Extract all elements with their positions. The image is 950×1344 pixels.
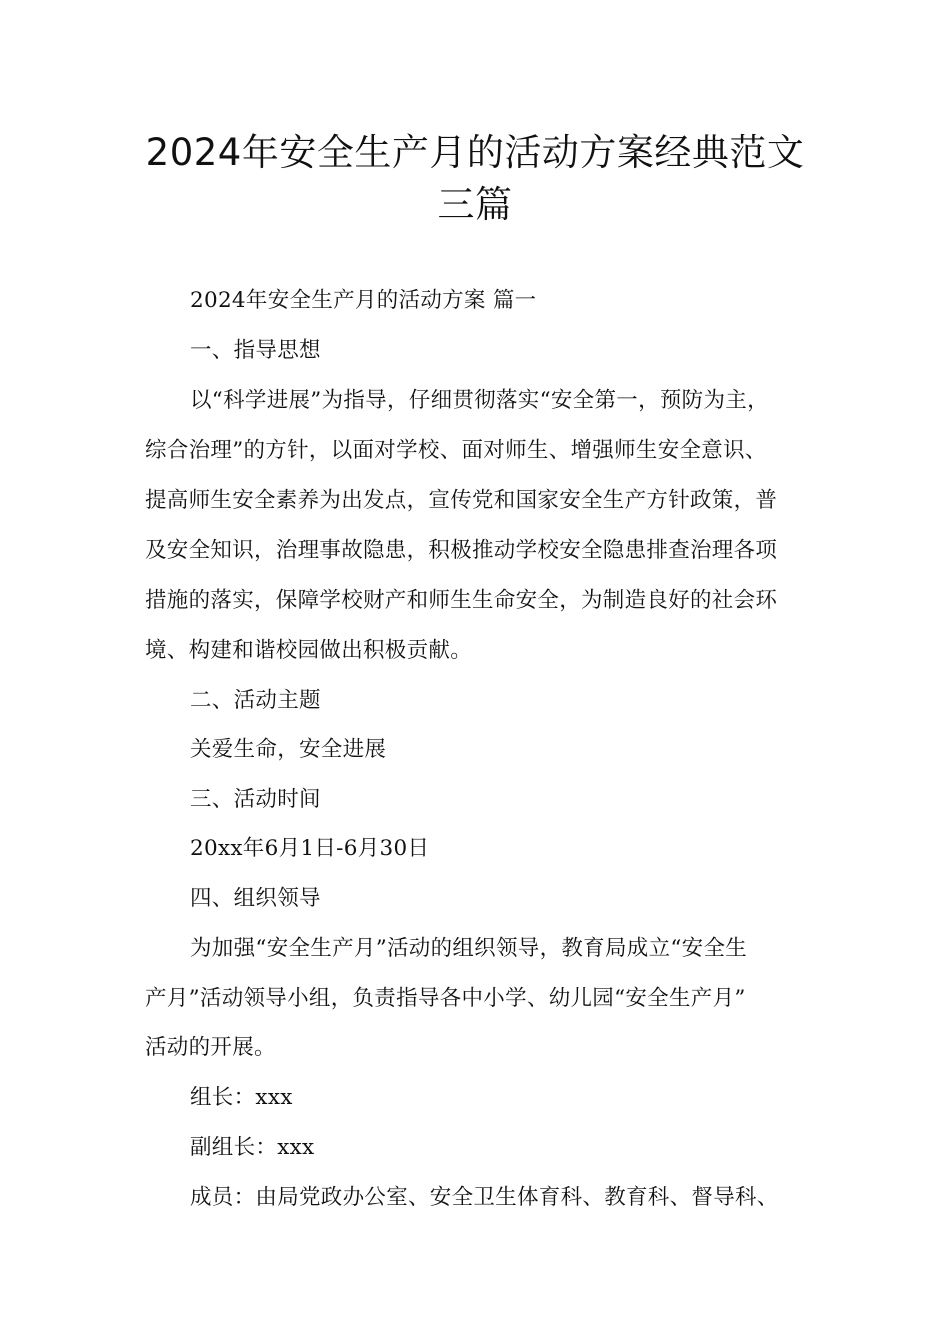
paragraph-line: 20xx年6月1日-6月30日 [190,836,430,861]
paragraph-line: 成员：由局党政办公室、安全卫生体育科、教育科、督导科、 [190,1185,779,1210]
heading-guiding-ideology: 一、指导思想 [190,338,321,363]
paragraph-line: 活动的开展。 [145,1035,276,1060]
paragraph-line: 组长：xxx [190,1085,293,1110]
document-title-line-1: 2024年安全生产月的活动方案经典范文 [145,131,805,174]
paragraph-line: 产月”活动领导小组，负责指导各中小学、幼儿园“安全生产月” [145,986,746,1011]
document-title-line-2: 三篇 [437,183,513,226]
paragraph-line: 副组长：xxx [190,1135,315,1160]
paragraph-line: 综合治理”的方针，以面对学校、面对师生、增强师生安全意识、 [145,438,767,463]
heading-activity-time: 三、活动时间 [190,787,321,812]
heading-organization: 四、组织领导 [190,886,321,911]
paragraph-line: 以“科学进展”为指导，仔细贯彻落实“安全第一，预防为主， [190,388,769,413]
heading-activity-theme: 二、活动主题 [190,688,321,713]
paragraph-line: 境、构建和谐校园做出积极贡献。 [145,638,473,663]
paragraph-line: 为加强“安全生产月”活动的组织领导，教育局成立“安全生 [190,936,748,961]
paragraph-line: 及安全知识，治理事故隐患，积极推动学校安全隐患排查治理各项 [145,538,778,563]
paragraph-line: 措施的落实，保障学校财产和师生生命安全，为制造良好的社会环 [145,588,778,613]
paragraph-line: 提高师生安全素养为出发点，宣传党和国家安全生产方针政策，普 [145,488,778,513]
paragraph-line: 关爱生命，安全进展 [190,737,387,762]
section-heading-part-one: 2024年安全生产月的活动方案 篇一 [190,288,537,313]
